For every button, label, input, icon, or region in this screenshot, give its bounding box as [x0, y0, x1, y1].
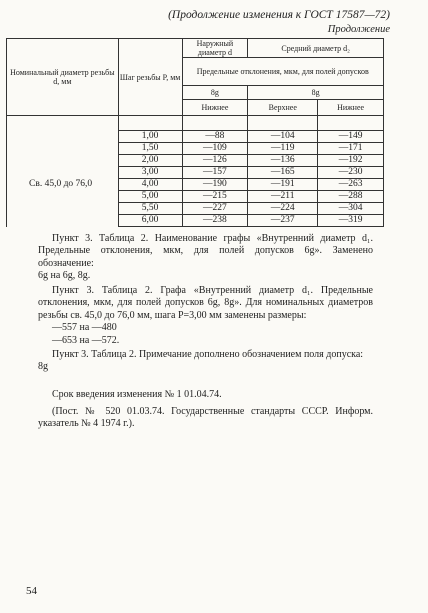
- mid-lower-cell: —288: [318, 191, 384, 203]
- paragraph-text: (Пост. № 520 01.03.74. Государственные стандарты СССР. Информ. указатель № 4 1974 г.).: [38, 406, 373, 430]
- outer-lower-cell: —215: [182, 191, 248, 203]
- pitch-cell: 1,50: [118, 143, 182, 155]
- mid-upper-cell: —165: [248, 167, 318, 179]
- tolerance-table: [6, 38, 384, 227]
- mid-lower-cell: —230: [318, 167, 384, 179]
- pitch-cell: 3,00: [118, 167, 182, 179]
- outer-lower-cell: —88: [182, 131, 248, 143]
- pitch-cell: 5,50: [118, 203, 182, 215]
- mid-upper-cell: —191: [248, 179, 318, 191]
- amendment-paragraph-1: [38, 233, 373, 283]
- continuation-label: Продолжение: [327, 24, 390, 35]
- paragraph-text: Пункт 3. Таблица 2. Примечание дополнено обозначением поля допуска:: [52, 349, 364, 360]
- header-tolerance-outer: 8g: [182, 86, 248, 100]
- mid-lower-cell: —171: [318, 143, 384, 155]
- header-pitch: Шаг резьбы P, мм: [118, 39, 182, 116]
- mid-upper-cell: —119: [248, 143, 318, 155]
- pitch-cell: 5,00: [118, 191, 182, 203]
- header-tolerance-mid: 8g: [248, 86, 384, 100]
- decree-reference: [38, 406, 373, 431]
- outer-lower-cell: —227: [182, 203, 248, 215]
- pitch-cell: 6,00: [118, 215, 182, 227]
- outer-lower-cell: —126: [182, 155, 248, 167]
- mid-lower-cell: —304: [318, 203, 384, 215]
- mid-upper-cell: —136: [248, 155, 318, 167]
- header-lower: Нижнее: [318, 100, 384, 116]
- table-row: [7, 155, 384, 167]
- table-row: [7, 191, 384, 203]
- mid-upper-cell: —104: [248, 131, 318, 143]
- table-row: [7, 167, 384, 179]
- page-number: 54: [26, 585, 37, 597]
- paragraph-text: Пункт 3. Таблица 2. Наименование графы «Внутренний диаметр d₁. Предельные отклонения, мкм, для полей допусков 6g». Заменено обозначение:: [38, 233, 373, 269]
- effective-date: [38, 389, 373, 401]
- paragraph-text: 6g на 6g, 8g.: [38, 270, 91, 282]
- table-row: [7, 179, 384, 191]
- pitch-cell: 4,00: [118, 179, 182, 191]
- amendment-paragraph-2: [38, 285, 373, 347]
- outer-lower-cell: —157: [182, 167, 248, 179]
- table-row: [7, 215, 384, 227]
- mid-lower-cell: —263: [318, 179, 384, 191]
- running-head: (Продолжение изменения к ГОСТ 17587—72): [168, 9, 390, 21]
- header-lower: Нижнее: [182, 100, 248, 116]
- mid-upper-cell: —224: [248, 203, 318, 215]
- header-mid-diameter: Средний диаметр d₂: [248, 39, 384, 58]
- amendment-paragraph-3: [38, 349, 373, 374]
- pitch-cell: 1,00: [118, 131, 182, 143]
- table-row: [7, 131, 384, 143]
- mid-lower-cell: —319: [318, 215, 384, 227]
- table-row: [7, 203, 384, 215]
- outer-lower-cell: —238: [182, 215, 248, 227]
- table-row: [7, 143, 384, 155]
- mid-lower-cell: —192: [318, 155, 384, 167]
- pitch-cell: 2,00: [118, 155, 182, 167]
- mid-upper-cell: —237: [248, 215, 318, 227]
- mid-lower-cell: —149: [318, 131, 384, 143]
- header-outer-diameter: Наружный диаметр d: [182, 39, 248, 58]
- mid-upper-cell: —211: [248, 191, 318, 203]
- diameter-range-cell: Св. 45,0 до 76,0: [7, 179, 119, 191]
- header-upper: Верхнее: [248, 100, 318, 116]
- paragraph-text: Срок введения изменения № 1 01.04.74.: [52, 389, 222, 400]
- replacement-line: —557 на —480: [52, 322, 117, 334]
- header-nominal-diameter: Номинальный диаметр резьбы d, мм: [7, 39, 119, 116]
- replacement-line: —653 на —572.: [52, 334, 120, 346]
- paragraph-text: 8g: [38, 361, 48, 373]
- paragraph-text: Пункт 3. Таблица 2. Графа «Внутренний диаметр d₁. Предельные отклонения, мкм, для полей допусков 6g, 8g». Для номинальных диаметров резьбы св. 45,0 до 76,0 мм, шага P=3,00 мм заменены размеры:: [38, 285, 373, 321]
- outer-lower-cell: —109: [182, 143, 248, 155]
- header-deviations: Предельные отклонения, мкм, для полей допусков: [182, 58, 384, 86]
- outer-lower-cell: —190: [182, 179, 248, 191]
